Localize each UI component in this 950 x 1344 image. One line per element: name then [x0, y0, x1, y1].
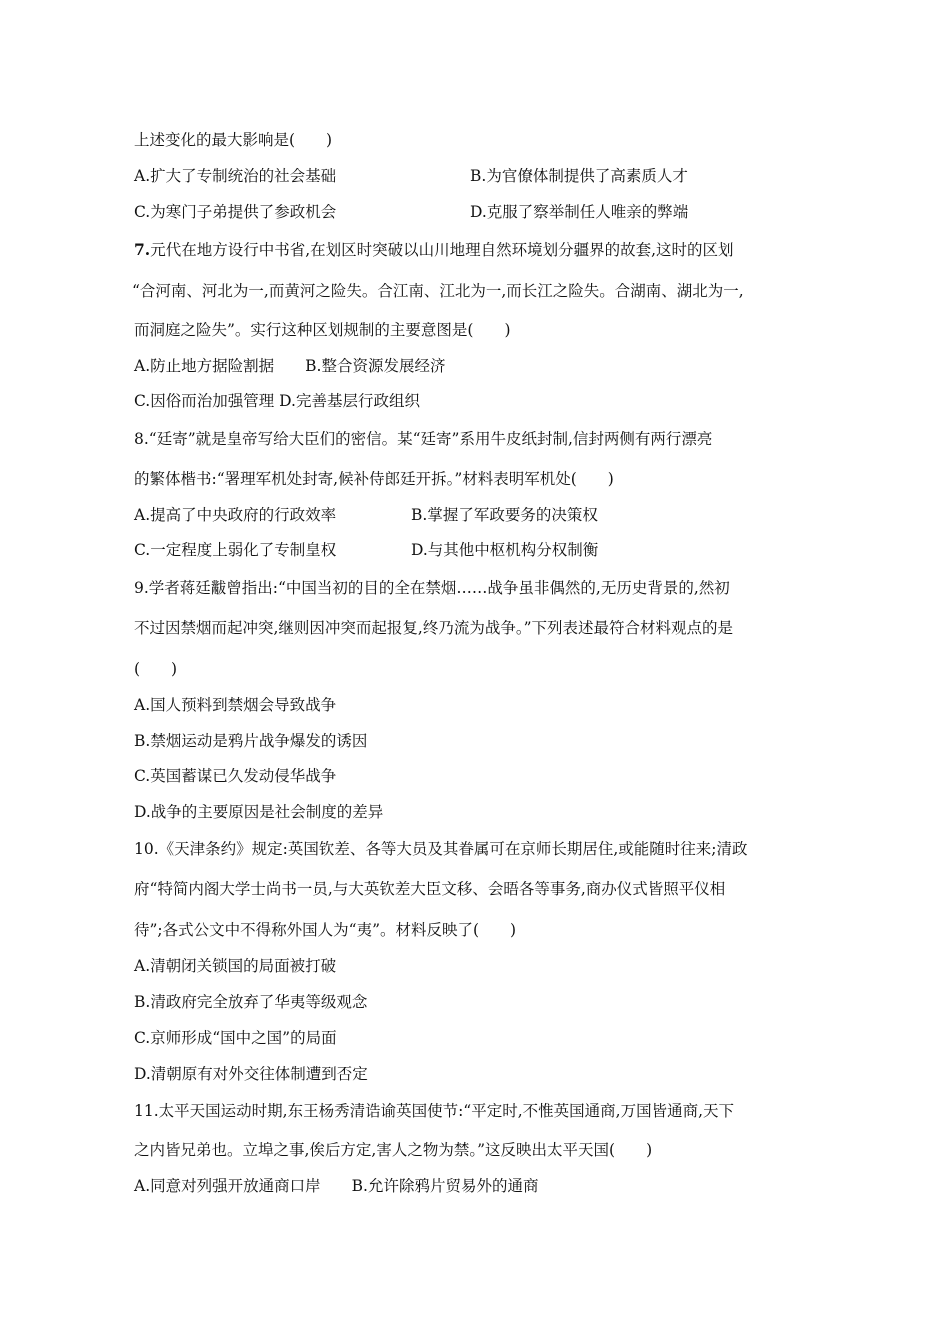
q10-stem-line-2: 府“特简内阁大学士尚书一员,与大英钦差大臣文移、会晤各等事务,商办仪式皆照平仪相 — [134, 880, 726, 898]
q11-stem-line-2: 之内皆兄弟也。立埠之事,俟后方定,害人之物为禁。”这反映出太平天国( ) — [134, 1141, 653, 1159]
q8-stem-line-1: 8.“廷寄”就是皇帝写给大臣们的密信。某“廷寄”系用牛皮纸封制,信封两侧有两行漂亮 — [134, 430, 713, 448]
q9-option-c: C.英国蓄谋已久发动侵华战争 — [134, 767, 337, 785]
q9-option-a: A.国人预料到禁烟会导致战争 — [134, 696, 337, 714]
q9-stem-line-2: 不过因禁烟而起冲突,继则因冲突而起报复,终乃流为战争。”下列表述最符合材料观点的是 — [134, 619, 734, 637]
q7-stem-line-1: 7.元代在地方设行中书省,在划区时突破以山川地理自然环境划分疆界的故套,这时的区划 — [134, 240, 734, 259]
q6-option-b: B.为官僚体制提供了高素质人才 — [470, 167, 688, 185]
q7-options-line-1: A.防止地方据险割据 B.整合资源发展经济 — [134, 357, 446, 375]
q7-options-line-2: C.因俗而治加强管理 D.完善基层行政组织 — [134, 392, 420, 410]
q8-option-d: D.与其他中枢机构分权制衡 — [411, 541, 599, 559]
q9-option-d: D.战争的主要原因是社会制度的差异 — [134, 803, 384, 821]
q11-stem-line-1: 11.太平天国运动时期,东王杨秀清诰谕英国使节:“平定时,不惟英国通商,万国皆通商,天下 — [134, 1102, 735, 1120]
q9-option-b: B.禁烟运动是鸦片战争爆发的诱因 — [134, 732, 368, 750]
q6-option-c: C.为寒门子弟提供了参政机会 — [134, 203, 337, 221]
q9-stem-line-3: ( ) — [134, 660, 178, 678]
q8-option-a: A.提高了中央政府的行政效率 — [134, 506, 337, 524]
q10-stem-line-3: 待”;各式公文中不得称外国人为“夷”。材料反映了( ) — [134, 921, 517, 939]
q10-option-a: A.清朝闭关锁国的局面被打破 — [134, 957, 337, 975]
q7-stem-line-2: “合河南、河北为一,而黄河之险失。合江南、江北为一,而长江之险失。合湖南、湖北为一, — [132, 282, 744, 300]
q6-option-d: D.克服了察举制任人唯亲的弊端 — [470, 203, 689, 221]
q10-option-d: D.清朝原有对外交往体制遭到否定 — [134, 1065, 368, 1083]
q8-option-c: C.一定程度上弱化了专制皇权 — [134, 541, 337, 559]
q10-stem-line-1: 10.《天津条约》规定:英国钦差、各等大员及其眷属可在京师长期居住,或能随时往来;清政 — [134, 840, 748, 858]
q7-stem-line-3: 而洞庭之险失”。实行这种区划规制的主要意图是( ) — [134, 321, 511, 339]
q10-option-b: B.清政府完全放弃了华夷等级观念 — [134, 993, 368, 1011]
q9-stem-line-1: 9.学者蒋廷黻曾指出:“中国当初的目的全在禁烟……战争虽非偶然的,无历史背景的,然初 — [134, 579, 730, 597]
q6-stem-tail: 上述变化的最大影响是( ) — [134, 131, 333, 149]
q11-options-line-1: A.同意对列强开放通商口岸 B.允许除鸦片贸易外的通商 — [134, 1177, 539, 1195]
q8-stem-line-2: 的繁体楷书:“署理军机处封寄,候补侍郎廷开拆。”材料表明军机处( ) — [134, 470, 614, 488]
q6-option-a: A.扩大了专制统治的社会基础 — [134, 167, 337, 185]
q10-option-c: C.京师形成“国中之国”的局面 — [134, 1029, 337, 1047]
q7-number: 7. — [134, 240, 151, 259]
q8-option-b: B.掌握了军政要务的决策权 — [411, 506, 598, 524]
